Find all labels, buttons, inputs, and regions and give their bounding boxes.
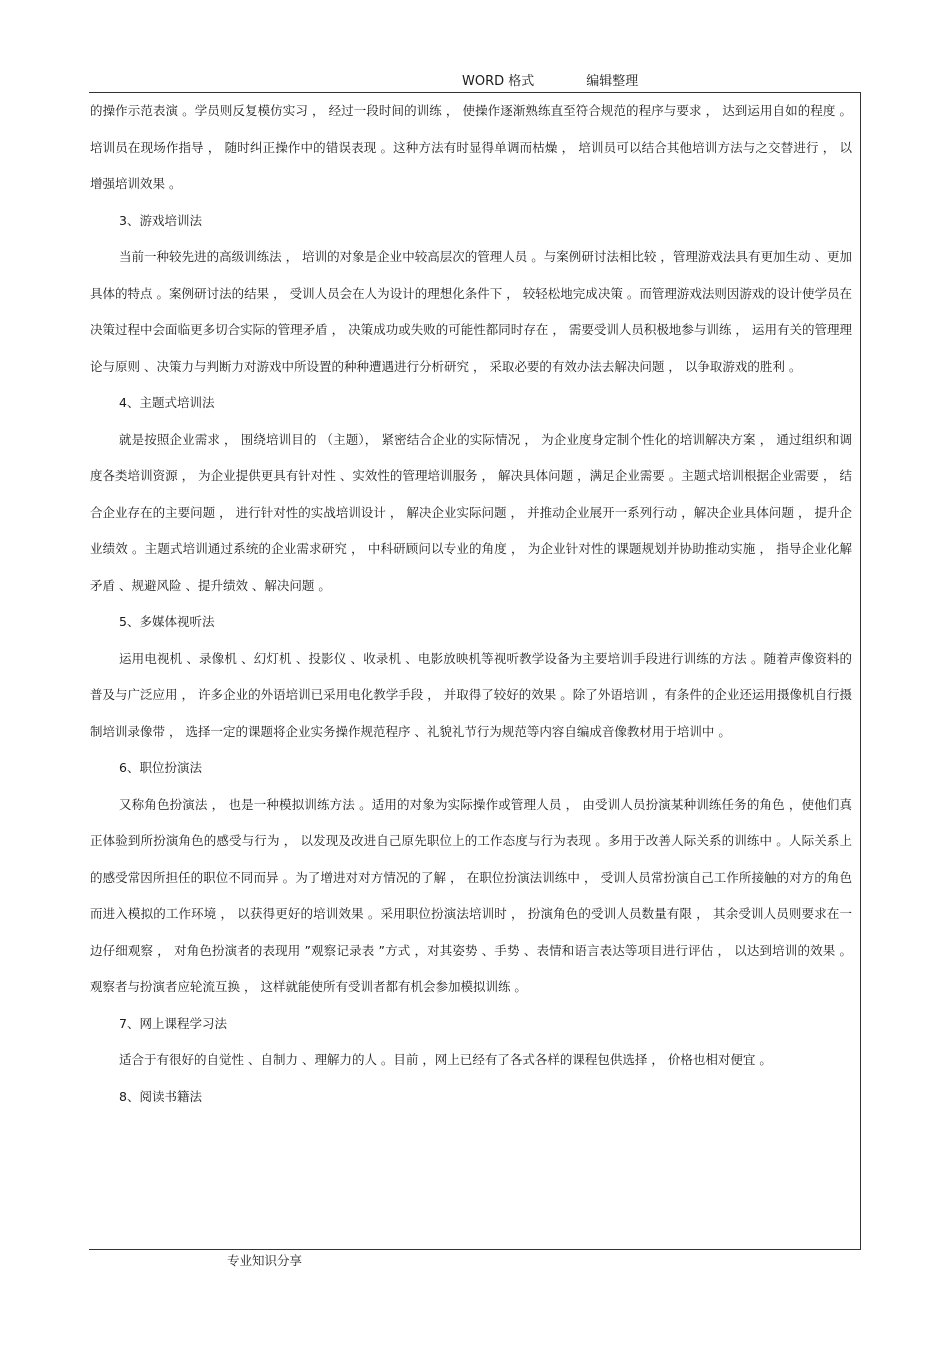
document-body (90, 93, 852, 1115)
paragraph-role-play: 又称角色扮演法 ， 也是一种模拟训练方法 。适用的对象为实际操作或管理人员 ， 由受训人员扮演某种训练任务的角色 ，使他们真正体验到所扮演角色的感受与行为 ， 以发现及改进自己原先职位上的工作态度与行为表现 。多用于改善人际关系的训练中 。人际关系上的感受常因所担任的职位不同而异 。为了增进对对方情况的了解 ， 在职位扮演法训练中 ， 受训人员常扮演自己工作所接触的对方的角色而进入模拟的工作环境 ， 以获得更好的培训效果 。采用职位扮演法培训时 ， 扮演角色的受训人员数量有限 ， 其余受训人员则要求在一边仔细观察 ， 对角色扮演者的表现用 ”观察记录表 ”方式 ，对其姿势 、手势 、表情和语言表达等项目进行评估 ， 以达到培训的效果 。观察者与扮演者应轮流互换 ， 这样就能使所有受训者都有机会参加模拟训练 。 (90, 796, 852, 994)
section-heading-online-course: 7、网上课程学习法 (119, 1015, 227, 1031)
paragraph-game-training: 当前一种较先进的高级训练法 ， 培训的对象是企业中较高层次的管理人员 。与案例研讨法相比较 ，管理游戏法具有更加生动 、更加具体的特点 。案例研讨法的结果 ， 受训人员会在人为设计的理想化条件下 ， 较轻松地完成决策 。而管理游戏法则因游戏的设计使学员在决策过程中会面临更多切合实际的管理矛盾 ， 决策成功或失败的可能性都同时存在 ， 需要受训人员积极地参与训练 ， 运用有关的管理理论与原则 、决策力与判断力对游戏中所设置的种种遭遇进行分析研究 ， 采取必要的有效办法去解决问题 ， 以争取游戏的胜利 。 (90, 249, 852, 374)
paragraph-multimedia: 运用电视机 、录像机 、幻灯机 、投影仪 、收录机 、电影放映机等视听教学设备为主要培训手段进行训练的方法 。随着声像资料的普及与广泛应用 ， 许多企业的外语培训已采用电化教学手段 ， 并取得了较好的效果 。除了外语培训 ，有条件的企业还运用摄像机自行摄制培训录像带 ， 选择一定的课题将企业实务操作规范程序 、礼貌礼节行为规范等内容自编成音像教材用于培训中 。 (90, 650, 852, 739)
footer-rule (89, 1249, 861, 1250)
paragraph-online-course: 适合于有很好的自觉性 、自制力 、理解力的人 。目前 ，网上已经有了各式各样的课程包供选择 ， 价格也相对便宜 。 (119, 1052, 772, 1067)
section-heading-role-play: 6、职位扮演法 (119, 760, 202, 775)
right-border-line (860, 92, 861, 1250)
section-heading-theme-training: 4、主题式培训法 (119, 395, 215, 410)
section-heading-multimedia: 5、多媒体视听法 (119, 614, 215, 629)
header-edit-label: 编辑整理 (586, 74, 639, 89)
header-format-label: WORD 格式 (462, 74, 535, 89)
section-heading-reading: 8、阅读书籍法 (119, 1088, 202, 1104)
paragraph-continuation: 的操作示范表演 。学员则反复模仿实习 ， 经过一段时间的训练 ， 使操作逐渐熟练直至符合规范的程序与要求 ， 达到运用自如的程度 。培训员在现场作指导 ， 随时纠正操作中的错误表现 。这种方法有时显得单调而枯燥 ， 培训员可以结合其他培训方法与之交替进行 ， 以增强培训效果 。 (90, 103, 852, 191)
page-header (462, 70, 638, 89)
page-footer: 专业知识分享 (227, 1253, 303, 1268)
section-heading-game-training: 3、游戏培训法 (119, 212, 202, 228)
paragraph-theme-training: 就是按照企业需求 ， 围绕培训目的 （主题）， 紧密结合企业的实际情况 ， 为企业度身定制个性化的培训解决方案 ， 通过组织和调度各类培训资源 ， 为企业提供更具有针对性 、实效性的管理培训服务 ， 解决具体问题 ，满足企业需要 。主题式培训根据企业需要 ， 结合企业存在的主要问题 ， 进行针对性的实战培训设计 ， 解决企业实际问题 ， 并推动企业展开一系列行动 ，解决企业具体问题 ， 提升企业绩效 。主题式培训通过系统的企业需求研究 ， 中科研顾问以专业的角度 ， 为企业针对性的课题规划并协助推动实施 ， 指导企业化解矛盾 、规避风险 、提升绩效 、解决问题 。 (90, 431, 852, 593)
